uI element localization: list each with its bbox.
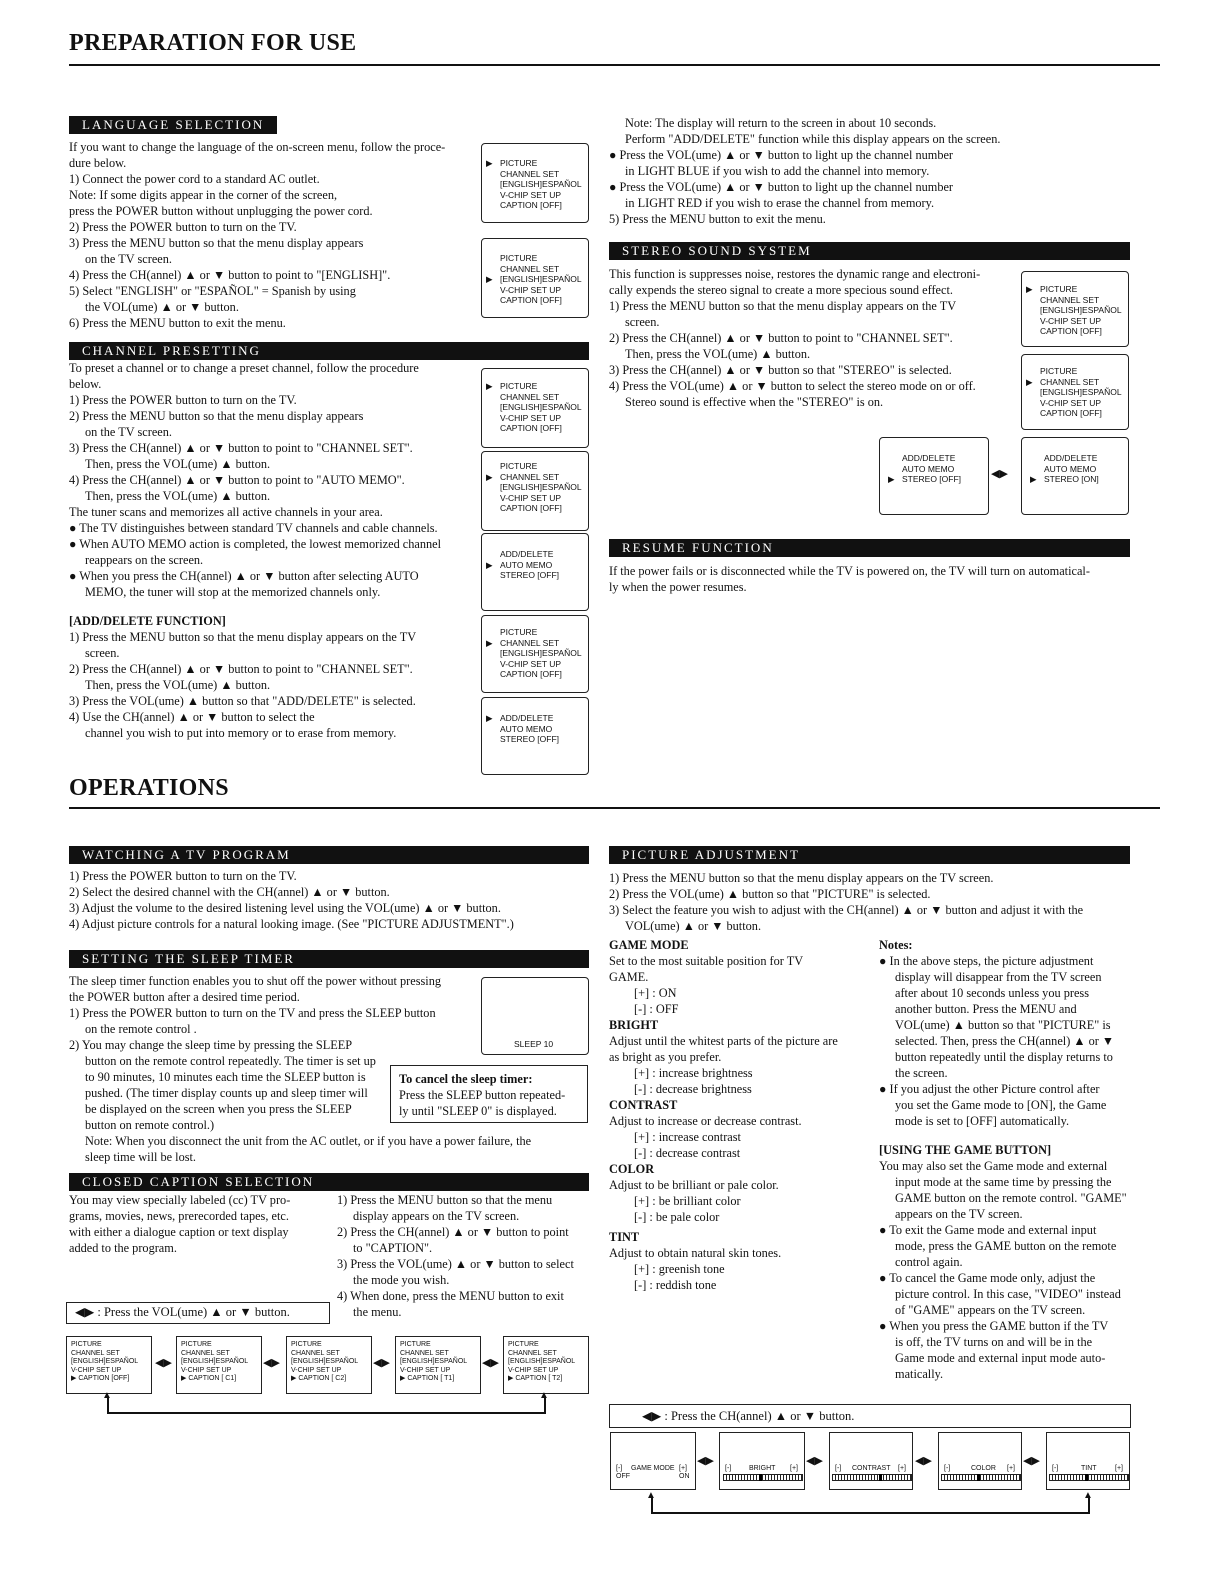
text-line: below. [69, 377, 102, 391]
caption-text-left [69, 1192, 329, 1256]
text-line: Set to the most suitable position for TV [609, 954, 804, 968]
text-line: 2) Press the VOL(ume) ▲ button so that "PICTURE" is selected. [609, 887, 931, 901]
caption-screen-off: PICTURE CHANNEL SET [ENGLISH]ESPAÑOL V-CHIP SET UP ▶ CAPTION [OFF] [66, 1336, 152, 1394]
text-line: cally expends the stereo signal to create a more specious sound effect. [609, 283, 953, 297]
text-line: ● If you adjust the other Picture control after [879, 1082, 1100, 1096]
text-line: ly when the power resumes. [609, 580, 747, 594]
text-line: 1) Press the POWER button to turn on the TV. [69, 393, 297, 407]
text-line: The sleep timer function enables you to shut off the power without pressing [69, 974, 442, 988]
text-line: Note: The display will return to the screen in about 10 seconds. [625, 116, 937, 130]
text-line: [-] : be pale color [634, 1210, 720, 1224]
text-line: 5) Press the MENU button to exit the menu. [609, 212, 826, 226]
text-line: [+] : increase contrast [634, 1130, 741, 1144]
text-line: on the TV screen. [85, 252, 172, 266]
text-line: 4) Press the CH(annel) ▲ or ▼ button to point to "[ENGLISH]". [69, 268, 391, 282]
text-line: 2) Select the desired channel with the CH(annel) ▲ or ▼ button. [69, 885, 390, 899]
section-heading-channel: CHANNEL PRESETTING [69, 342, 589, 360]
text-line: Note: If some digits appear in the corner of the screen, [69, 188, 338, 202]
menu-screen-stereo-on: ADD/DELETE AUTO MEMO ▶ STEREO [ON] [1021, 437, 1129, 515]
text-line: To preset a channel or to change a preset channel, follow the procedure [69, 361, 419, 375]
game-title: [USING THE GAME BUTTON] [879, 1143, 1052, 1157]
text-line: Adjust until the whitest parts of the picture are [609, 1034, 838, 1048]
text-line: If you want to change the language of the on-screen menu, follow the proce- [69, 140, 446, 154]
arrow-up-icon: ▲ [102, 1390, 112, 1401]
double-arrow-icon: ◀▶ [1023, 1454, 1040, 1467]
caption-screen-c2: PICTURE CHANNEL SET [ENGLISH]ESPAÑOL V-CHIP SET UP ▶ CAPTION [ C2] [286, 1336, 372, 1394]
caption-screen-t1: PICTURE CHANNEL SET [ENGLISH]ESPAÑOL V-CHIP SET UP ▶ CAPTION [ T1] [395, 1336, 481, 1394]
text-line: of "GAME" appears on the TV screen. [895, 1303, 1086, 1317]
text-line: 2) Press the CH(annel) ▲ or ▼ button to point to "CHANNEL SET". [609, 331, 953, 345]
menu-screen-auto-memo: ADD/DELETE ▶ AUTO MEMO STEREO [OFF] [481, 533, 589, 611]
watching-text [69, 868, 609, 932]
text-line: Press the SLEEP button repeated- [399, 1088, 566, 1102]
section-heading-caption: CLOSED CAPTION SELECTION [69, 1173, 589, 1191]
text-line: 4) Press the CH(annel) ▲ or ▼ button to point to "AUTO MEMO". [69, 473, 405, 487]
arrow-up-icon: ▲ [646, 1490, 656, 1501]
text-line: ● In the above steps, the picture adjustment [879, 954, 1094, 968]
text-line: be displayed on the screen when you press the SLEEP [85, 1102, 352, 1116]
text-line: Game mode and external input mode auto- [895, 1351, 1106, 1365]
text-line: 3) Press the CH(annel) ▲ or ▼ button to point to "CHANNEL SET". [69, 441, 413, 455]
double-arrow-icon: ◀▶ [155, 1356, 172, 1369]
text-line: as bright as you prefer. [609, 1050, 722, 1064]
language-text [69, 139, 479, 331]
text-line: ● To exit the Game mode and external input [879, 1223, 1097, 1237]
text-line: to 90 minutes, 10 minutes each time the SLEEP button is [85, 1070, 366, 1084]
text-line: ● The TV distinguishes between standard TV channels and cable channels. [69, 521, 438, 535]
text-line: 2) Press the CH(annel) ▲ or ▼ button to point to "CHANNEL SET". [69, 662, 413, 676]
picture-legend: ◀▶ : Press the CH(annel) ▲ or ▼ button. [609, 1404, 1131, 1428]
text-line: appears on the TV screen. [895, 1207, 1023, 1221]
text-line: on the TV screen. [85, 425, 172, 439]
text-line: input mode at the same time by pressing the [895, 1175, 1112, 1189]
caption-text-right [337, 1192, 597, 1320]
text-line: Adjust to be brilliant or pale color. [609, 1178, 779, 1192]
menu-screen-picture-2: ▶ PICTURE CHANNEL SET [ENGLISH]ESPAÑOL V-CHIP SET UP CAPTION [OFF] [481, 368, 589, 448]
text-line: Then, press the VOL(ume) ▲ button. [85, 457, 271, 471]
page-title-operations: OPERATIONS [69, 775, 229, 801]
text-line: The tuner scans and memorizes all active channels in your area. [69, 505, 383, 519]
double-arrow-icon: ◀▶ [482, 1356, 499, 1369]
add-delete-heading: [ADD/DELETE FUNCTION] [69, 614, 226, 628]
text-line: reappears on the screen. [85, 553, 204, 567]
text-line: selected. Then, press the CH(annel) ▲ or ▼ [895, 1034, 1115, 1048]
double-arrow-icon: ◀▶ [991, 467, 1008, 480]
text-line: 4) Use the CH(annel) ▲ or ▼ button to select the [69, 710, 315, 724]
text-line: 4) Adjust picture controls for a natural looking image. (See "PICTURE ADJUSTMENT".) [69, 917, 514, 931]
text-line: 3) Press the VOL(ume) ▲ button so that "ADD/DELETE" is selected. [69, 694, 416, 708]
text-line: after about 10 seconds unless you press [895, 986, 1089, 1000]
text-line: [+] : be brilliant color [634, 1194, 741, 1208]
menu-screen-stereo-2: PICTURE ▶ CHANNEL SET [ENGLISH]ESPAÑOL V-CHIP SET UP CAPTION [OFF] [1021, 354, 1129, 430]
text-line: VOL(ume) ▲ button so that "PICTURE" is [895, 1018, 1111, 1032]
menu-screen-add-delete: ▶ ADD/DELETE AUTO MEMO STEREO [OFF] [481, 697, 589, 775]
text-line: ● Press the VOL(ume) ▲ or ▼ button to light up the channel number [609, 148, 954, 162]
text-line: GAME button on the remote control. "GAME" [895, 1191, 1127, 1205]
feature-title: TINT [609, 1230, 640, 1244]
text-line: MEMO, the tuner will stop at the memorized channels only. [85, 585, 381, 599]
sleep-display-text: SLEEP 10 [514, 1039, 554, 1049]
text-line: ● When you press the GAME button if the TV [879, 1319, 1109, 1333]
text-line: [-] : decrease brightness [634, 1082, 752, 1096]
text-line: You may view specially labeled (cc) TV pro- [69, 1193, 291, 1207]
menu-screen-language: PICTURE CHANNEL SET ▶ [ENGLISH]ESPAÑOL V-CHIP SET UP CAPTION [OFF] [481, 238, 589, 318]
text-line: [+] : increase brightness [634, 1066, 753, 1080]
cancel-title: To cancel the sleep timer: [399, 1072, 533, 1086]
loop-arrow-line [107, 1412, 546, 1414]
menu-screen-stereo-off: ADD/DELETE AUTO MEMO ▶ STEREO [OFF] [879, 437, 989, 515]
picture-features [609, 937, 869, 1293]
text-line: sleep time will be lost. [85, 1150, 196, 1164]
text-line: another button. Press the MENU and [895, 1002, 1077, 1016]
caption-screen-t2: PICTURE CHANNEL SET [ENGLISH]ESPAÑOL V-CHIP SET UP ▶ CAPTION [ T2] [503, 1336, 589, 1394]
text-line: Note: When you disconnect the unit from the AC outlet, or if you have a power failure, the [85, 1134, 532, 1148]
caption-legend: ◀▶ : Press the VOL(ume) ▲ or ▼ button. [66, 1302, 330, 1324]
double-arrow-icon: ◀▶ [373, 1356, 390, 1369]
text-line: [+] : ON [634, 986, 677, 1000]
text-line: the VOL(ume) ▲ or ▼ button. [85, 300, 239, 314]
sleep-screen [481, 977, 589, 1055]
text-line: picture control. In this case, "VIDEO" instead [895, 1287, 1121, 1301]
text-line: screen. [85, 646, 120, 660]
cancel-sleep-box [390, 1065, 588, 1123]
text-line: 3) Press the VOL(ume) ▲ or ▼ button to select [337, 1257, 574, 1271]
page-title-preparation: PREPARATION FOR USE [69, 30, 357, 56]
feature-title: GAME MODE [609, 938, 689, 952]
resume-text [609, 563, 1149, 595]
text-line: with either a dialogue caption or text display [69, 1225, 289, 1239]
text-line: [+] : greenish tone [634, 1262, 725, 1276]
text-line: ● To cancel the Game mode only, adjust the [879, 1271, 1096, 1285]
text-line: screen. [625, 315, 660, 329]
text-line: pushed. (The timer display counts up and sleep timer will [85, 1086, 368, 1100]
double-arrow-icon: ◀▶ [806, 1454, 823, 1467]
level-meter [941, 1474, 1021, 1481]
menu-screen-picture: ▶ PICTURE CHANNEL SET [ENGLISH]ESPAÑOL V-CHIP SET UP CAPTION [OFF] [481, 143, 589, 223]
text-line: button repeatedly until the display returns to [895, 1050, 1113, 1064]
text-line: 2) Press the POWER button to turn on the TV. [69, 220, 297, 234]
picture-screen-bright: [-] BRIGHT [+] [719, 1432, 805, 1490]
section-heading-watching: WATCHING A TV PROGRAM [69, 846, 589, 864]
text-line: 2) Press the MENU button so that the menu display appears [69, 409, 364, 423]
feature-title: CONTRAST [609, 1098, 678, 1112]
add-delete-text [69, 629, 479, 741]
text-line: 1) Connect the power cord to a standard AC outlet. [69, 172, 320, 186]
text-line: If the power fails or is disconnected while the TV is powered on, the TV will turn on automatical- [609, 564, 1090, 578]
menu-screen-channel-set: PICTURE ▶ CHANNEL SET [ENGLISH]ESPAÑOL V-CHIP SET UP CAPTION [OFF] [481, 451, 589, 531]
arrow-up-icon: ▲ [1083, 1490, 1093, 1501]
text-line: ● When AUTO MEMO action is completed, the lowest memorized channel [69, 537, 442, 551]
title-rule-2 [69, 807, 1160, 809]
text-line: VOL(ume) ▲ or ▼ button. [625, 919, 762, 933]
text-line: 2) Press the CH(annel) ▲ or ▼ button to point [337, 1225, 569, 1239]
text-line: grams, movies, news, prerecorded tapes, etc. [69, 1209, 289, 1223]
double-arrow-icon: ◀▶ [263, 1356, 280, 1369]
notes-title: Notes: [879, 938, 913, 952]
caption-screen-c1: PICTURE CHANNEL SET [ENGLISH]ESPAÑOL V-CHIP SET UP ▶ CAPTION [ C1] [176, 1336, 262, 1394]
feature-title: BRIGHT [609, 1018, 659, 1032]
text-line: to "CAPTION". [353, 1241, 433, 1255]
text-line: the menu. [353, 1305, 402, 1319]
double-arrow-icon: ◀▶ [697, 1454, 714, 1467]
text-line: 1) Press the MENU button so that the menu display appears on the TV [609, 299, 957, 313]
text-line: you set the Game mode to [ON], the Game [895, 1098, 1107, 1112]
section-heading-sleep: SETTING THE SLEEP TIMER [69, 950, 589, 968]
level-meter [832, 1474, 912, 1481]
text-line: on the remote control . [85, 1022, 197, 1036]
text-line: 1) Press the POWER button to turn on the TV. [69, 869, 297, 883]
section-heading-language: LANGUAGE SELECTION [69, 116, 277, 134]
text-line: control again. [895, 1255, 963, 1269]
feature-title: COLOR [609, 1162, 655, 1176]
section-heading-resume: RESUME FUNCTION [609, 539, 1130, 557]
channel-text [69, 360, 479, 600]
text-line: 6) Press the MENU button to exit the menu. [69, 316, 286, 330]
text-line: 1) Press the MENU button so that the menu display appears on the TV screen. [609, 871, 994, 885]
text-line: ly until "SLEEP 0" is displayed. [399, 1104, 557, 1118]
loop-arrow-line [651, 1512, 1090, 1514]
title-rule [69, 64, 1160, 66]
text-line: [-] : reddish tone [634, 1278, 717, 1292]
level-meter [723, 1474, 803, 1481]
text-line: 4) Press the VOL(ume) ▲ or ▼ button to select the stereo mode on or off. [609, 379, 976, 393]
text-line: the mode you wish. [353, 1273, 450, 1287]
text-line: Stereo sound is effective when the "STEREO" is on. [625, 395, 884, 409]
text-line: the screen. [895, 1066, 948, 1080]
picture-screen-color: [-] COLOR [+] [938, 1432, 1022, 1490]
text-line: mode, press the GAME button on the remote [895, 1239, 1117, 1253]
text-line: Adjust to obtain natural skin tones. [609, 1246, 782, 1260]
text-line: 3) Select the feature you wish to adjust with the CH(annel) ▲ or ▼ button and adjust it with the [609, 903, 1084, 917]
level-meter [1049, 1474, 1129, 1481]
text-line: Then, press the VOL(ume) ▲ button. [625, 347, 811, 361]
text-line: 1) Press the MENU button so that the menu display appears on the TV [69, 630, 417, 644]
text-line: is off, the TV turns on and will be in the [895, 1335, 1093, 1349]
text-line: Perform "ADD/DELETE" function while this display appears on the screen. [625, 132, 1001, 146]
text-line: 3) Press the CH(annel) ▲ or ▼ button so that "STEREO" is selected. [609, 363, 952, 377]
text-line: button on the remote control repeatedly. The timer is set up [85, 1054, 376, 1068]
text-line: Then, press the VOL(ume) ▲ button. [85, 489, 271, 503]
picture-intro [609, 870, 1159, 934]
text-line: This function is suppresses noise, restores the dynamic range and electroni- [609, 267, 981, 281]
text-line: ● Press the VOL(ume) ▲ or ▼ button to light up the channel number [609, 180, 954, 194]
menu-screen-stereo-1: ▶ PICTURE CHANNEL SET [ENGLISH]ESPAÑOL V-CHIP SET UP CAPTION [OFF] [1021, 271, 1129, 347]
text-line: display will disappear from the TV screen [895, 970, 1102, 984]
text-line: added to the program. [69, 1241, 177, 1255]
text-line: in LIGHT BLUE if you wish to add the channel into memory. [625, 164, 930, 178]
picture-screen-game-mode: [-] GAME MODE [+] OFF ON [610, 1432, 696, 1490]
text-line: display appears on the TV screen. [353, 1209, 520, 1223]
text-line: 3) Press the MENU button so that the menu display appears [69, 236, 364, 250]
text-line: dure below. [69, 156, 127, 170]
text-line: 2) You may change the sleep time by pressing the SLEEP [69, 1038, 353, 1052]
double-arrow-icon: ◀▶ [915, 1454, 932, 1467]
text-line: ● When you press the CH(annel) ▲ or ▼ button after selecting AUTO [69, 569, 419, 583]
text-line: [-] : OFF [634, 1002, 679, 1016]
text-line: 5) Select "ENGLISH" or "ESPAÑOL" = Spanish by using [69, 284, 356, 298]
menu-screen-channel-set-2: PICTURE ▶ CHANNEL SET [ENGLISH]ESPAÑOL V-CHIP SET UP CAPTION [OFF] [481, 615, 589, 693]
text-line: 3) Adjust the volume to the desired listening level using the VOL(ume) ▲ or ▼ button. [69, 901, 501, 915]
section-heading-picture: PICTURE ADJUSTMENT [609, 846, 1130, 864]
add-delete-notes [609, 115, 1159, 227]
text-line: the POWER button after a desired time period. [69, 990, 300, 1004]
text-line: GAME. [609, 970, 649, 984]
text-line: button on remote control.) [85, 1118, 215, 1132]
text-line: 1) Press the MENU button so that the menu [337, 1193, 553, 1207]
text-line: 1) Press the POWER button to turn on the TV and press the SLEEP button [69, 1006, 436, 1020]
text-line: 4) When done, press the MENU button to exit [337, 1289, 564, 1303]
picture-screen-tint: [-] TINT [+] [1046, 1432, 1130, 1490]
text-line: You may also set the Game mode and external [879, 1159, 1108, 1173]
stereo-text [609, 266, 1019, 410]
text-line: in LIGHT RED if you wish to erase the channel from memory. [625, 196, 935, 210]
text-line: mode is set to [OFF] automatically. [895, 1114, 1070, 1128]
text-line: channel you wish to put into memory or to erase from memory. [85, 726, 397, 740]
text-line: press the POWER button without unplugging the power cord. [69, 204, 373, 218]
text-line: matically. [895, 1367, 944, 1381]
arrow-up-icon: ▲ [539, 1390, 549, 1401]
picture-notes [879, 937, 1139, 1382]
section-heading-stereo: STEREO SOUND SYSTEM [609, 242, 1130, 260]
picture-screen-contrast: [-] CONTRAST [+] [829, 1432, 913, 1490]
text-line: Adjust to increase or decrease contrast. [609, 1114, 802, 1128]
text-line: [-] : decrease contrast [634, 1146, 741, 1160]
text-line: Then, press the VOL(ume) ▲ button. [85, 678, 271, 692]
